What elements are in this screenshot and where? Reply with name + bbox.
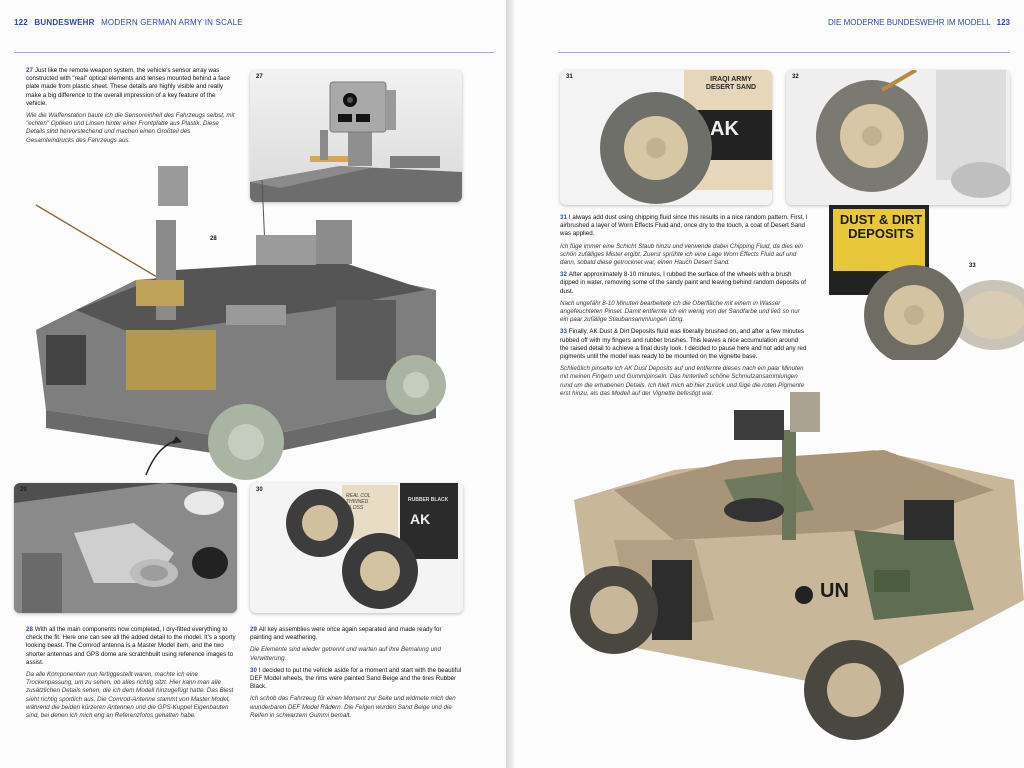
photo-28-vehicle-dry-fit <box>16 160 476 480</box>
can-ak-logo-31: AK <box>710 118 739 140</box>
paragraph-31-english: I always add dust using chipping fluid since this results in a nice random pattern. First, I airbrushed a layer of Worn Effects Fluid and, once dry to the touch, a coat of Desert Sand was applied. <box>560 214 808 238</box>
paragraph-31-32-33 <box>560 214 808 402</box>
can-iraqi-label: IRAQI ARMY DESERT SAND <box>705 76 757 91</box>
paragraph-29-german: Die Elemente sind wieder getrennt und warten auf ihre Bemalung und Verwitterung. <box>250 646 441 662</box>
photo-32-label: 32 <box>792 74 799 80</box>
paragraph-32-english: After approximately 8-10 minutes, I rubbed the surface of the wheels with a brush dipped in water, removing some of the sandy paint and leaving behind random deposits of dust. <box>560 271 806 295</box>
paragraph-32-german: Nach ungefähr 8-10 Minuten bearbeitete ich die Oberfläche mit einem in Wasser angefeuchteten Pinsel. Damit entfernte ich ein wenig von der Sandfarbe und ließ so nur ein paar zufällige Staubansammlungen übrig. <box>560 299 800 324</box>
right-page-number: 123 <box>996 18 1010 27</box>
paragraph-29-english: All key assemblies were once again separated and made ready for painting and weathering. <box>250 626 442 642</box>
photo-28-label: 28 <box>210 236 217 242</box>
paragraph-27-english: Just like the remote weapon system, the vehicle's sensor array was constructed with "real" optical elements and lenses mounted behind a face plate made from plastic sheet. These details are highly visible and really make a big difference to the overall impression of a key feature of the vehicle. <box>26 67 230 107</box>
paragraph-31-german: Ich füge immer eine Schicht Staub hinzu und verwende dabei Chipping Fluid, da dies ein schön zufälliges Mister ergibt. Zuerst sprühte ich eine Lage Worn Effects Fluid auf und dann, sobald diese getrocknet war, einen Hauch Desert Sand. <box>560 242 803 267</box>
photo-30-wheels-paint <box>250 483 463 613</box>
photo-29-hull-detail <box>14 483 237 613</box>
left-header-subtitle: MODERN GERMAN ARMY IN SCALE <box>101 18 243 27</box>
paragraph-29-number: 29 <box>250 626 257 633</box>
left-header-rule <box>14 52 494 53</box>
right-page <box>514 0 1024 768</box>
paragraph-28-english: With all the main components now completed, I dry-fitted everything to check the fit. Here one can see all the added detail to the model. It's a sporty looking beast. The Comrod antenna is a Master Model item, and the two shorter antennas and GPS dome are scratchbuilt using reference images to assist. <box>26 626 236 666</box>
left-page-number: 122 <box>14 18 28 27</box>
photo-33-label: 33 <box>969 263 976 269</box>
paragraph-29-30 <box>250 626 462 724</box>
left-header-brand: BUNDESWEHR <box>34 18 95 27</box>
vehicle-un-marking: UN <box>820 580 849 602</box>
can-real-color-label: REAL COL THINNED GLOSS <box>346 493 371 511</box>
right-header-title: DIE MODERNE BUNDESWEHR IM MODELL <box>828 18 991 27</box>
paragraph-28-number: 28 <box>26 626 33 633</box>
can-rubber-black-label: RUBBER BLACK <box>408 497 449 503</box>
paragraph-33-german: Schließlich pinselte ich AK Dust Deposits auf und entfernte dieses nach ein paar Minuten mit meinen Fingern und Gummipinseln. Das hinterließ schöne Schmutzansammlungen rund um die erhabenen Details. Ich hielt mich ab hier zurück und füge die roten Pigmente erst hinzu, als das Modell auf der Vignette befestigt war. <box>560 365 805 397</box>
photo-29-label: 29 <box>20 487 27 493</box>
can-ak-logo: AK <box>410 511 431 527</box>
paragraph-27-number: 27 <box>26 67 33 74</box>
left-running-header <box>14 18 243 27</box>
paragraph-28 <box>26 626 238 724</box>
right-header-rule <box>558 52 1010 53</box>
photo-31-label: 31 <box>566 74 573 80</box>
photo-31-wheel-desert-sand <box>560 70 772 205</box>
photo-30-label: 30 <box>256 487 263 493</box>
paragraph-31-number: 31 <box>560 214 567 221</box>
paragraph-32-number: 32 <box>560 271 567 279</box>
photo-finished-vehicle <box>554 390 1024 746</box>
paragraph-30-german: Ich schob das Fahrzeug für einen Moment zur Seite und widmete mich den wunderbaren DEF Model Rädern. Die Felgen wurden Sand Beige und die Reifen in schwarzem Gummi bemalt. <box>250 695 456 719</box>
paragraph-28-german: Da alle Komponenten nun fertiggestellt waren, machte ich eine Trockenpassung, um zu sehen, ob alles richtig sitzt. Hier kann man alle zusätzlichen Details sehen, die ich dem Modell hinzugefügt hatte. Das Biest sieht richtig sportlich aus. Die Comrod-Antenne stammt von Master Model, während die beiden kürzeren Antennen und die GPS-Kuppel Eigenbauten sind, bei denen ich mich eng an Referenzfotos gehalten habe. <box>26 671 234 720</box>
paragraph-30-number: 30 <box>250 666 257 674</box>
paragraph-30-english: I decided to put the vehicle aside for a moment and start with the beautiful DEF Model wheels, the rims were painted Sand Beige and the tires Rubber Black. <box>250 666 462 691</box>
paragraph-27 <box>26 67 238 149</box>
photo-32-wheel-brushing <box>786 70 1010 205</box>
right-running-header <box>828 18 1010 27</box>
paragraph-27-german: Wie die Waffenstation baute ich die Sensoreinheit des Fahrzeugs selbst, mit "echten" Optiken und Linsen hinter einer Frontplatte aus Plastik. Diese Details sind hervorstechend und machen einen Großteil des Gesamteindrucks des Fahrzeugs aus. <box>26 112 235 144</box>
page-gutter <box>506 0 514 768</box>
left-page <box>0 0 506 768</box>
photo-27-label: 27 <box>256 74 263 80</box>
paragraph-33-number: 33 <box>560 328 567 336</box>
photo-33-dust-deposits <box>819 205 1024 360</box>
paragraph-33-english: Finally, AK Dust & Dirt Deposits fluid was liberally brushed on, and after a few minutes rubbed off with my fingers and rubber brushes. This leaves a nice accumulation around the raised detail to achieve a final dusty look. I decided to pause here and not add any red pigments until the model was ready to be mounted on the vignette base. <box>560 328 807 361</box>
can-dust-dirt-label: DUST & DIRT DEPOSITS <box>839 212 923 241</box>
